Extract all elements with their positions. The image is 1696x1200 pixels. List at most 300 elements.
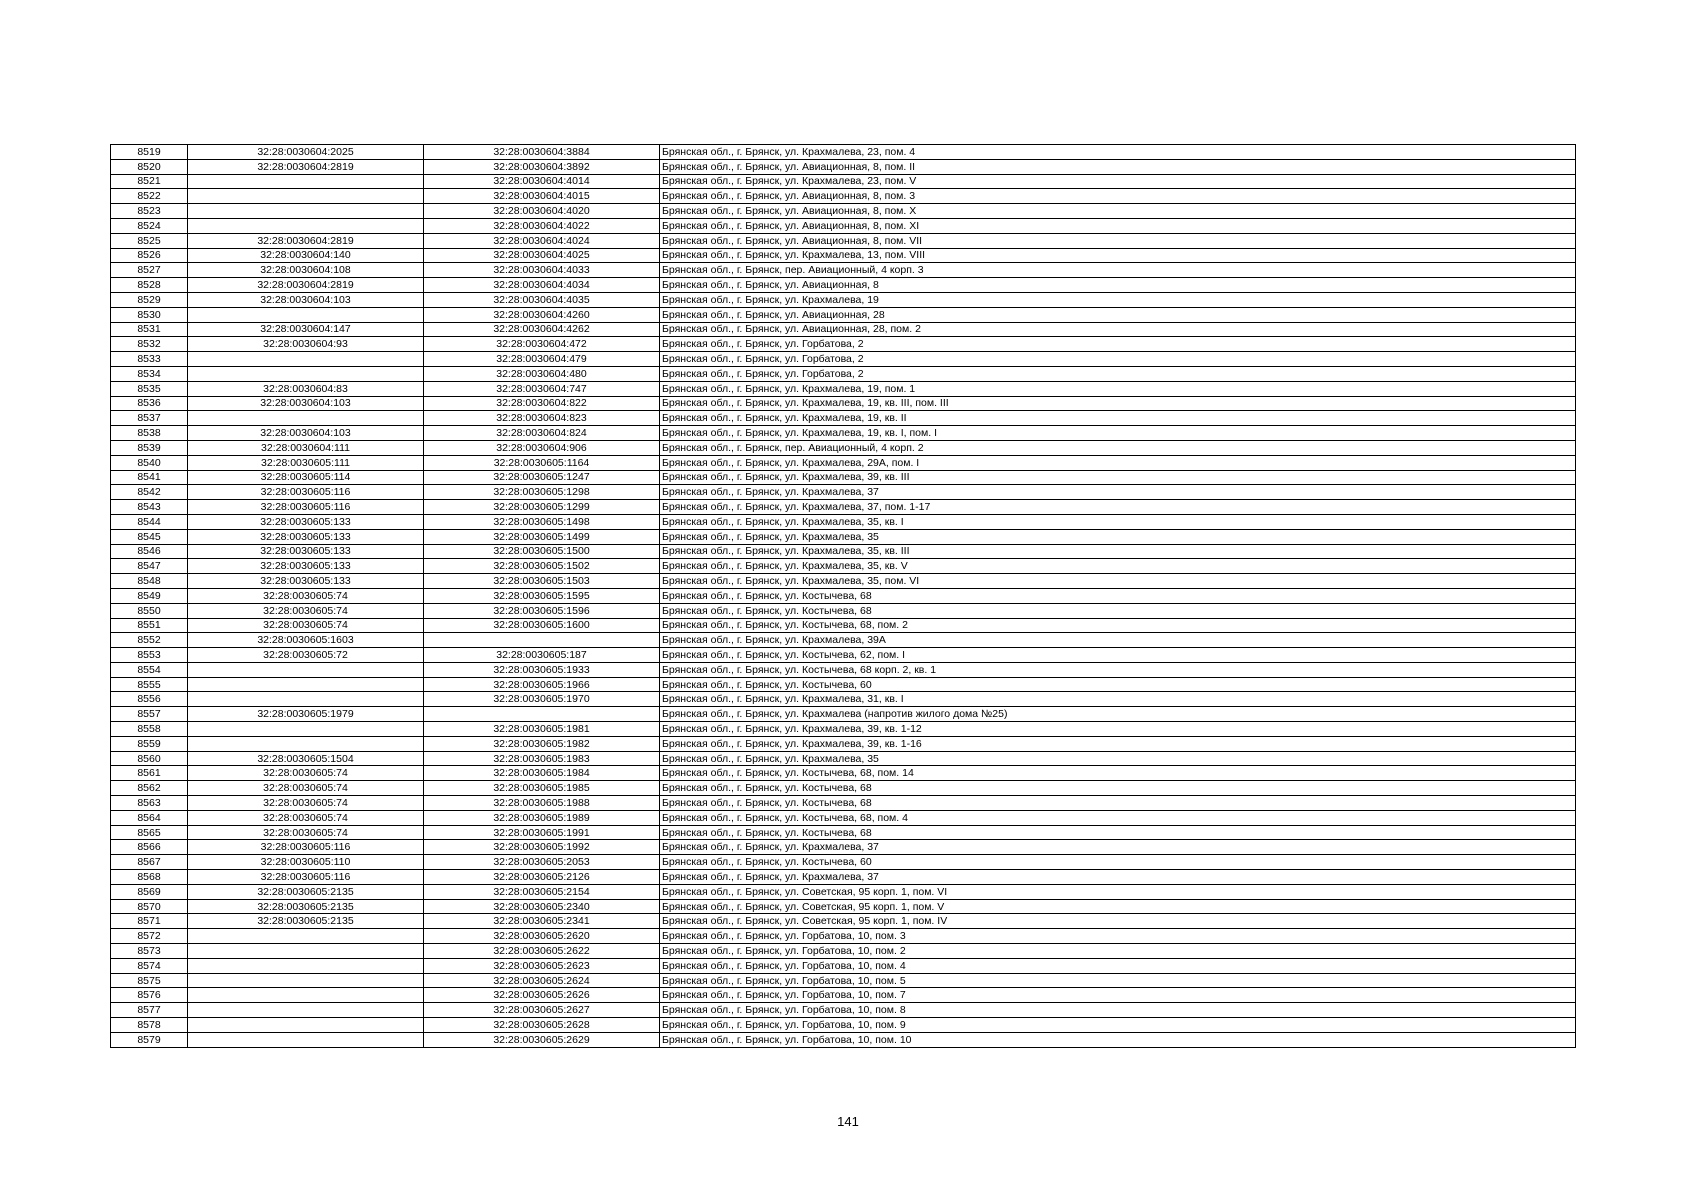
parent-cadastral-cell [188, 366, 424, 381]
table-row [111, 396, 1576, 411]
row-number-cell: 8552 [111, 633, 188, 648]
address-cell: Брянская обл., г. Брянск, ул. Крахмалева, 19, кв. I, пом. I [660, 426, 1576, 441]
cadastral-number-cell: 32:28:0030605:2620 [424, 929, 660, 944]
address-cell: Брянская обл., г. Брянск, ул. Костычева, 68, пом. 4 [660, 810, 1576, 825]
address-cell: Брянская обл., г. Брянск, ул. Горбатова, 2 [660, 337, 1576, 352]
cadastral-number-cell: 32:28:0030605:2623 [424, 958, 660, 973]
table-row [111, 189, 1576, 204]
address-cell: Брянская обл., г. Брянск, ул. Костычева, 62, пом. I [660, 648, 1576, 663]
cadastral-number-cell: 32:28:0030605:2629 [424, 1032, 660, 1047]
registry-table [110, 144, 1576, 1048]
row-number-cell: 8534 [111, 366, 188, 381]
row-number-cell: 8554 [111, 662, 188, 677]
parent-cadastral-cell: 32:28:0030604:2819 [188, 159, 424, 174]
row-number-cell: 8563 [111, 796, 188, 811]
address-cell: Брянская обл., г. Брянск, ул. Авиационная, 8, пом. 3 [660, 189, 1576, 204]
row-number-cell: 8520 [111, 159, 188, 174]
table-row [111, 218, 1576, 233]
page-number: 141 [837, 1114, 859, 1129]
table-row [111, 929, 1576, 944]
parent-cadastral-cell [188, 677, 424, 692]
parent-cadastral-cell [188, 1018, 424, 1033]
table-row [111, 174, 1576, 189]
cadastral-number-cell: 32:28:0030604:472 [424, 337, 660, 352]
row-number-cell: 8559 [111, 736, 188, 751]
table-row [111, 204, 1576, 219]
table-row [111, 796, 1576, 811]
table-row [111, 899, 1576, 914]
address-cell: Брянская обл., г. Брянск, ул. Авиационная, 28, пом. 2 [660, 322, 1576, 337]
address-cell: Брянская обл., г. Брянск, ул. Костычева, 68 [660, 588, 1576, 603]
parent-cadastral-cell: 32:28:0030605:116 [188, 500, 424, 515]
parent-cadastral-cell: 32:28:0030605:133 [188, 514, 424, 529]
parent-cadastral-cell [188, 958, 424, 973]
row-number-cell: 8571 [111, 914, 188, 929]
parent-cadastral-cell: 32:28:0030604:103 [188, 292, 424, 307]
table-row [111, 633, 1576, 648]
cadastral-number-cell: 32:28:0030605:1298 [424, 485, 660, 500]
parent-cadastral-cell [188, 722, 424, 737]
address-cell: Брянская обл., г. Брянск, ул. Крахмалева, 19, кв. III, пом. III [660, 396, 1576, 411]
parent-cadastral-cell: 32:28:0030604:2025 [188, 145, 424, 160]
cadastral-number-cell: 32:28:0030604:4035 [424, 292, 660, 307]
parent-cadastral-cell: 32:28:0030604:2819 [188, 278, 424, 293]
row-number-cell: 8574 [111, 958, 188, 973]
parent-cadastral-cell: 32:28:0030605:74 [188, 766, 424, 781]
row-number-cell: 8525 [111, 233, 188, 248]
table-row [111, 662, 1576, 677]
row-number-cell: 8536 [111, 396, 188, 411]
cadastral-number-cell: 32:28:0030604:4262 [424, 322, 660, 337]
row-number-cell: 8575 [111, 973, 188, 988]
address-cell: Брянская обл., г. Брянск, ул. Крахмалева, 39, кв. 1-12 [660, 722, 1576, 737]
row-number-cell: 8576 [111, 988, 188, 1003]
row-number-cell: 8528 [111, 278, 188, 293]
parent-cadastral-cell: 32:28:0030605:74 [188, 588, 424, 603]
row-number-cell: 8531 [111, 322, 188, 337]
table-row [111, 840, 1576, 855]
address-cell: Брянская обл., г. Брянск, ул. Советская, 95 корп. 1, пом. V [660, 899, 1576, 914]
cadastral-number-cell: 32:28:0030605:1600 [424, 618, 660, 633]
address-cell: Брянская обл., г. Брянск, ул. Горбатова, 10, пом. 5 [660, 973, 1576, 988]
parent-cadastral-cell: 32:28:0030604:83 [188, 381, 424, 396]
address-cell: Брянская обл., г. Брянск, ул. Крахмалева, 29А, пом. I [660, 455, 1576, 470]
address-cell: Брянская обл., г. Брянск, ул. Горбатова, 2 [660, 366, 1576, 381]
address-cell: Брянская обл., г. Брянск, ул. Крахмалева, 35, кв. V [660, 559, 1576, 574]
address-cell: Брянская обл., г. Брянск, ул. Советская, 95 корп. 1, пом. IV [660, 914, 1576, 929]
cadastral-number-cell: 32:28:0030605:1503 [424, 574, 660, 589]
address-cell: Брянская обл., г. Брянск, ул. Костычева, 68, пом. 2 [660, 618, 1576, 633]
row-number-cell: 8557 [111, 707, 188, 722]
table-row [111, 248, 1576, 263]
table-row [111, 352, 1576, 367]
table-row [111, 618, 1576, 633]
table-row [111, 366, 1576, 381]
row-number-cell: 8553 [111, 648, 188, 663]
address-cell: Брянская обл., г. Брянск, ул. Крахмалева, 19, кв. II [660, 411, 1576, 426]
address-cell: Брянская обл., г. Брянск, ул. Крахмалева (напротив жилого дома №25) [660, 707, 1576, 722]
parent-cadastral-cell: 32:28:0030605:74 [188, 810, 424, 825]
parent-cadastral-cell [188, 204, 424, 219]
table-row [111, 766, 1576, 781]
parent-cadastral-cell [188, 662, 424, 677]
cadastral-number-cell: 32:28:0030605:1164 [424, 455, 660, 470]
row-number-cell: 8522 [111, 189, 188, 204]
row-number-cell: 8537 [111, 411, 188, 426]
cadastral-number-cell: 32:28:0030605:1970 [424, 692, 660, 707]
parent-cadastral-cell [188, 692, 424, 707]
table-row [111, 455, 1576, 470]
table-row [111, 574, 1576, 589]
table-row [111, 588, 1576, 603]
cadastral-number-cell: 32:28:0030605:1991 [424, 825, 660, 840]
row-number-cell: 8565 [111, 825, 188, 840]
address-cell: Брянская обл., г. Брянск, ул. Крахмалева, 31, кв. I [660, 692, 1576, 707]
cadastral-number-cell: 32:28:0030605:1982 [424, 736, 660, 751]
cadastral-number-cell: 32:28:0030605:1981 [424, 722, 660, 737]
parent-cadastral-cell [188, 1032, 424, 1047]
cadastral-number-cell: 32:28:0030605:1299 [424, 500, 660, 515]
table-row [111, 988, 1576, 1003]
parent-cadastral-cell [188, 218, 424, 233]
table-row [111, 736, 1576, 751]
parent-cadastral-cell: 32:28:0030605:1603 [188, 633, 424, 648]
cadastral-number-cell: 32:28:0030605:1984 [424, 766, 660, 781]
parent-cadastral-cell: 32:28:0030605:133 [188, 559, 424, 574]
address-cell: Брянская обл., г. Брянск, ул. Крахмалева, 37 [660, 485, 1576, 500]
address-cell: Брянская обл., г. Брянск, ул. Авиационная, 8, пом. II [660, 159, 1576, 174]
cadastral-number-cell: 32:28:0030604:3884 [424, 145, 660, 160]
table-row [111, 958, 1576, 973]
table-row [111, 440, 1576, 455]
parent-cadastral-cell: 32:28:0030604:2819 [188, 233, 424, 248]
row-number-cell: 8541 [111, 470, 188, 485]
address-cell: Брянская обл., г. Брянск, ул. Горбатова, 10, пом. 8 [660, 1003, 1576, 1018]
cadastral-number-cell: 32:28:0030604:4034 [424, 278, 660, 293]
cadastral-number-cell: 32:28:0030605:187 [424, 648, 660, 663]
row-number-cell: 8555 [111, 677, 188, 692]
row-number-cell: 8529 [111, 292, 188, 307]
cadastral-number-cell: 32:28:0030605:2627 [424, 1003, 660, 1018]
address-cell: Брянская обл., г. Брянск, ул. Костычева, 68 [660, 781, 1576, 796]
parent-cadastral-cell [188, 174, 424, 189]
cadastral-number-cell: 32:28:0030605:1966 [424, 677, 660, 692]
row-number-cell: 8549 [111, 588, 188, 603]
cadastral-number-cell: 32:28:0030605:2341 [424, 914, 660, 929]
address-cell: Брянская обл., г. Брянск, ул. Крахмалева, 19, пом. 1 [660, 381, 1576, 396]
cadastral-number-cell: 32:28:0030604:4033 [424, 263, 660, 278]
table-row [111, 500, 1576, 515]
address-cell: Брянская обл., г. Брянск, ул. Авиационная, 8 [660, 278, 1576, 293]
row-number-cell: 8550 [111, 603, 188, 618]
cadastral-number-cell: 32:28:0030605:2053 [424, 855, 660, 870]
table-row [111, 544, 1576, 559]
cadastral-number-cell: 32:28:0030605:1933 [424, 662, 660, 677]
row-number-cell: 8546 [111, 544, 188, 559]
address-cell: Брянская обл., г. Брянск, ул. Горбатова, 10, пом. 2 [660, 944, 1576, 959]
table-row [111, 381, 1576, 396]
address-cell: Брянская обл., г. Брянск, ул. Крахмалева, 35 [660, 529, 1576, 544]
cadastral-number-cell: 32:28:0030605:1985 [424, 781, 660, 796]
address-cell: Брянская обл., г. Брянск, ул. Авиационная, 8, пом. VII [660, 233, 1576, 248]
row-number-cell: 8570 [111, 899, 188, 914]
address-cell: Брянская обл., г. Брянск, ул. Крахмалева, 37, пом. 1-17 [660, 500, 1576, 515]
row-number-cell: 8523 [111, 204, 188, 219]
row-number-cell: 8538 [111, 426, 188, 441]
cadastral-number-cell: 32:28:0030605:2126 [424, 870, 660, 885]
address-cell: Брянская обл., г. Брянск, ул. Крахмалева, 23, пом. V [660, 174, 1576, 189]
table-row [111, 751, 1576, 766]
table-row [111, 603, 1576, 618]
cadastral-number-cell: 32:28:0030605:2624 [424, 973, 660, 988]
address-cell: Брянская обл., г. Брянск, ул. Крахмалева, 19 [660, 292, 1576, 307]
parent-cadastral-cell: 32:28:0030604:140 [188, 248, 424, 263]
address-cell: Брянская обл., г. Брянск, ул. Горбатова, 10, пом. 4 [660, 958, 1576, 973]
parent-cadastral-cell [188, 944, 424, 959]
address-cell: Брянская обл., г. Брянск, ул. Крахмалева, 39, кв. III [660, 470, 1576, 485]
parent-cadastral-cell [188, 352, 424, 367]
address-cell: Брянская обл., г. Брянск, ул. Авиационная, 28 [660, 307, 1576, 322]
table-row [111, 810, 1576, 825]
parent-cadastral-cell: 32:28:0030605:116 [188, 840, 424, 855]
address-cell: Брянская обл., г. Брянск, ул. Горбатова, 10, пом. 7 [660, 988, 1576, 1003]
parent-cadastral-cell: 32:28:0030604:103 [188, 396, 424, 411]
address-cell: Брянская обл., г. Брянск, ул. Костычева, 60 [660, 855, 1576, 870]
cadastral-number-cell: 32:28:0030604:824 [424, 426, 660, 441]
address-cell: Брянская обл., г. Брянск, ул. Костычева, 68, пом. 14 [660, 766, 1576, 781]
table-row [111, 781, 1576, 796]
parent-cadastral-cell: 32:28:0030605:116 [188, 870, 424, 885]
address-cell: Брянская обл., г. Брянск, ул. Костычева, 68 [660, 603, 1576, 618]
address-cell: Брянская обл., г. Брянск, ул. Крахмалева, 35, пом. VI [660, 574, 1576, 589]
address-cell: Брянская обл., г. Брянск, ул. Крахмалева, 37 [660, 840, 1576, 855]
parent-cadastral-cell [188, 411, 424, 426]
row-number-cell: 8519 [111, 145, 188, 160]
table-row [111, 648, 1576, 663]
cadastral-number-cell: 32:28:0030604:4025 [424, 248, 660, 263]
address-cell: Брянская обл., г. Брянск, пер. Авиационный, 4 корп. 2 [660, 440, 1576, 455]
parent-cadastral-cell: 32:28:0030605:2135 [188, 914, 424, 929]
row-number-cell: 8548 [111, 574, 188, 589]
row-number-cell: 8564 [111, 810, 188, 825]
table-row [111, 692, 1576, 707]
parent-cadastral-cell: 32:28:0030605:116 [188, 485, 424, 500]
parent-cadastral-cell: 32:28:0030604:147 [188, 322, 424, 337]
row-number-cell: 8566 [111, 840, 188, 855]
parent-cadastral-cell: 32:28:0030605:74 [188, 603, 424, 618]
parent-cadastral-cell: 32:28:0030605:2135 [188, 884, 424, 899]
cadastral-number-cell: 32:28:0030605:1498 [424, 514, 660, 529]
table-row [111, 1018, 1576, 1033]
address-cell: Брянская обл., г. Брянск, ул. Горбатова, 2 [660, 352, 1576, 367]
parent-cadastral-cell: 32:28:0030605:74 [188, 796, 424, 811]
row-number-cell: 8551 [111, 618, 188, 633]
parent-cadastral-cell [188, 307, 424, 322]
cadastral-number-cell: 32:28:0030604:747 [424, 381, 660, 396]
row-number-cell: 8558 [111, 722, 188, 737]
address-cell: Брянская обл., г. Брянск, ул. Костычева, 60 [660, 677, 1576, 692]
row-number-cell: 8577 [111, 1003, 188, 1018]
cadastral-number-cell: 32:28:0030604:3892 [424, 159, 660, 174]
parent-cadastral-cell: 32:28:0030605:111 [188, 455, 424, 470]
table-row [111, 307, 1576, 322]
parent-cadastral-cell: 32:28:0030605:1504 [188, 751, 424, 766]
table-row [111, 159, 1576, 174]
cadastral-number-cell: 32:28:0030605:2626 [424, 988, 660, 1003]
parent-cadastral-cell: 32:28:0030605:2135 [188, 899, 424, 914]
row-number-cell: 8547 [111, 559, 188, 574]
parent-cadastral-cell: 32:28:0030605:133 [188, 574, 424, 589]
cadastral-number-cell: 32:28:0030605:2628 [424, 1018, 660, 1033]
table-row [111, 1003, 1576, 1018]
cadastral-number-cell: 32:28:0030605:2154 [424, 884, 660, 899]
row-number-cell: 8535 [111, 381, 188, 396]
cadastral-number-cell: 32:28:0030605:1992 [424, 840, 660, 855]
row-number-cell: 8545 [111, 529, 188, 544]
address-cell: Брянская обл., г. Брянск, ул. Авиационная, 8, пом. X [660, 204, 1576, 219]
cadastral-number-cell: 32:28:0030604:479 [424, 352, 660, 367]
table-row [111, 145, 1576, 160]
parent-cadastral-cell: 32:28:0030604:93 [188, 337, 424, 352]
cadastral-number-cell: 32:28:0030605:1595 [424, 588, 660, 603]
parent-cadastral-cell: 32:28:0030605:133 [188, 529, 424, 544]
address-cell: Брянская обл., г. Брянск, ул. Крахмалева, 35, кв. I [660, 514, 1576, 529]
table-row [111, 559, 1576, 574]
cadastral-number-cell: 32:28:0030605:1502 [424, 559, 660, 574]
cadastral-number-cell: 32:28:0030605:1499 [424, 529, 660, 544]
parent-cadastral-cell [188, 1003, 424, 1018]
parent-cadastral-cell: 32:28:0030605:1979 [188, 707, 424, 722]
row-number-cell: 8568 [111, 870, 188, 885]
parent-cadastral-cell: 32:28:0030605:114 [188, 470, 424, 485]
row-number-cell: 8562 [111, 781, 188, 796]
table-row [111, 233, 1576, 248]
table-row [111, 411, 1576, 426]
table-row [111, 870, 1576, 885]
parent-cadastral-cell: 32:28:0030605:74 [188, 781, 424, 796]
cadastral-number-cell: 32:28:0030605:1500 [424, 544, 660, 559]
parent-cadastral-cell: 32:28:0030604:108 [188, 263, 424, 278]
row-number-cell: 8579 [111, 1032, 188, 1047]
cadastral-number-cell: 32:28:0030604:4260 [424, 307, 660, 322]
cadastral-number-cell: 32:28:0030605:1988 [424, 796, 660, 811]
address-cell: Брянская обл., г. Брянск, пер. Авиационный, 4 корп. 3 [660, 263, 1576, 278]
table-row [111, 884, 1576, 899]
parent-cadastral-cell [188, 189, 424, 204]
address-cell: Брянская обл., г. Брянск, ул. Советская, 95 корп. 1, пом. VI [660, 884, 1576, 899]
cadastral-number-cell: 32:28:0030604:4020 [424, 204, 660, 219]
table-row [111, 485, 1576, 500]
cadastral-number-cell: 32:28:0030604:823 [424, 411, 660, 426]
parent-cadastral-cell [188, 973, 424, 988]
row-number-cell: 8533 [111, 352, 188, 367]
row-number-cell: 8539 [111, 440, 188, 455]
table-row [111, 337, 1576, 352]
table-row [111, 944, 1576, 959]
row-number-cell: 8532 [111, 337, 188, 352]
cadastral-number-cell: 32:28:0030604:822 [424, 396, 660, 411]
row-number-cell: 8524 [111, 218, 188, 233]
address-cell: Брянская обл., г. Брянск, ул. Горбатова, 10, пом. 9 [660, 1018, 1576, 1033]
row-number-cell: 8543 [111, 500, 188, 515]
table-row [111, 677, 1576, 692]
cadastral-number-cell: 32:28:0030604:4015 [424, 189, 660, 204]
cadastral-number-cell: 32:28:0030605:1989 [424, 810, 660, 825]
parent-cadastral-cell: 32:28:0030605:133 [188, 544, 424, 559]
table-row [111, 722, 1576, 737]
table-row [111, 514, 1576, 529]
parent-cadastral-cell [188, 988, 424, 1003]
table-row [111, 470, 1576, 485]
cadastral-number-cell [424, 633, 660, 648]
table-row [111, 292, 1576, 307]
row-number-cell: 8561 [111, 766, 188, 781]
cadastral-number-cell: 32:28:0030605:1247 [424, 470, 660, 485]
address-cell: Брянская обл., г. Брянск, ул. Крахмалева, 37 [660, 870, 1576, 885]
parent-cadastral-cell: 32:28:0030605:74 [188, 825, 424, 840]
address-cell: Брянская обл., г. Брянск, ул. Крахмалева, 39А [660, 633, 1576, 648]
parent-cadastral-cell: 32:28:0030605:72 [188, 648, 424, 663]
table-row [111, 529, 1576, 544]
table-row [111, 825, 1576, 840]
table-row [111, 263, 1576, 278]
cadastral-number-cell: 32:28:0030605:2340 [424, 899, 660, 914]
address-cell: Брянская обл., г. Брянск, ул. Костычева, 68 [660, 796, 1576, 811]
row-number-cell: 8572 [111, 929, 188, 944]
row-number-cell: 8526 [111, 248, 188, 263]
row-number-cell: 8556 [111, 692, 188, 707]
cadastral-number-cell: 32:28:0030605:1596 [424, 603, 660, 618]
address-cell: Брянская обл., г. Брянск, ул. Костычева, 68 [660, 825, 1576, 840]
parent-cadastral-cell: 32:28:0030604:103 [188, 426, 424, 441]
cadastral-number-cell: 32:28:0030605:2622 [424, 944, 660, 959]
row-number-cell: 8560 [111, 751, 188, 766]
row-number-cell: 8540 [111, 455, 188, 470]
table-row [111, 322, 1576, 337]
registry-table-body [111, 145, 1576, 1048]
cadastral-number-cell: 32:28:0030604:4014 [424, 174, 660, 189]
cadastral-number-cell: 32:28:0030604:4022 [424, 218, 660, 233]
table-row [111, 1032, 1576, 1047]
cadastral-number-cell: 32:28:0030604:4024 [424, 233, 660, 248]
row-number-cell: 8521 [111, 174, 188, 189]
row-number-cell: 8527 [111, 263, 188, 278]
address-cell: Брянская обл., г. Брянск, ул. Крахмалева, 23, пом. 4 [660, 145, 1576, 160]
row-number-cell: 8544 [111, 514, 188, 529]
address-cell: Брянская обл., г. Брянск, ул. Костычева, 68 корп. 2, кв. 1 [660, 662, 1576, 677]
table-row [111, 426, 1576, 441]
address-cell: Брянская обл., г. Брянск, ул. Авиационная, 8, пом. XI [660, 218, 1576, 233]
table-row [111, 855, 1576, 870]
row-number-cell: 8542 [111, 485, 188, 500]
cadastral-number-cell: 32:28:0030604:480 [424, 366, 660, 381]
parent-cadastral-cell: 32:28:0030605:74 [188, 618, 424, 633]
table-row [111, 973, 1576, 988]
address-cell: Брянская обл., г. Брянск, ул. Крахмалева, 39, кв. 1-16 [660, 736, 1576, 751]
row-number-cell: 8530 [111, 307, 188, 322]
parent-cadastral-cell: 32:28:0030604:111 [188, 440, 424, 455]
parent-cadastral-cell [188, 929, 424, 944]
parent-cadastral-cell [188, 736, 424, 751]
parent-cadastral-cell: 32:28:0030605:110 [188, 855, 424, 870]
table-row [111, 707, 1576, 722]
row-number-cell: 8569 [111, 884, 188, 899]
table-row [111, 914, 1576, 929]
row-number-cell: 8578 [111, 1018, 188, 1033]
address-cell: Брянская обл., г. Брянск, ул. Горбатова, 10, пом. 3 [660, 929, 1576, 944]
table-row [111, 278, 1576, 293]
address-cell: Брянская обл., г. Брянск, ул. Крахмалева, 35, кв. III [660, 544, 1576, 559]
